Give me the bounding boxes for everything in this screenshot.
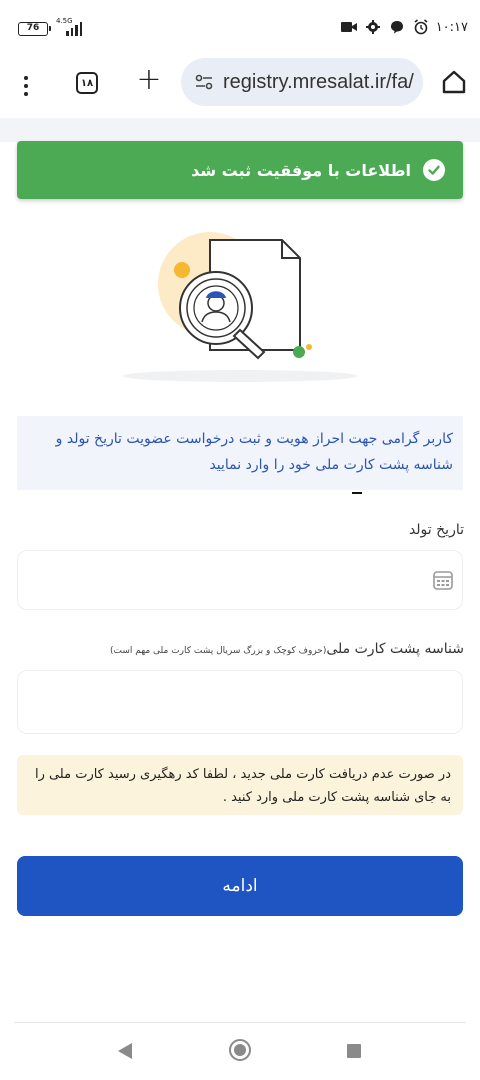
chat-icon (388, 18, 406, 36)
home-icon[interactable] (440, 68, 468, 96)
info-text: کاربر گرامی جهت احراز هویت و ثبت درخواست عضویت تاریخ تولد و شناسه پشت کارت ملی خود را وارد نمایید (55, 431, 453, 473)
system-nav-bar (0, 1036, 480, 1066)
recents-icon[interactable] (347, 1044, 361, 1058)
url-text: registry.mresalat.ir/fa/ (223, 70, 414, 93)
info-message (17, 416, 463, 490)
browser-toolbar (0, 56, 480, 116)
birth-date-label: تاریخ تولد (408, 522, 464, 538)
plus-icon[interactable]: + (136, 62, 162, 97)
calendar-icon[interactable] (432, 569, 454, 591)
home-circle-icon[interactable] (229, 1039, 251, 1061)
check-circle-icon (423, 159, 445, 181)
page-header-strip (0, 118, 480, 142)
battery-icon (18, 22, 48, 36)
toast-message: اطلاعات با موفقیت ثبت شد (191, 160, 411, 180)
more-icon[interactable] (20, 70, 32, 102)
clock: ۱۰:۱۷ (435, 19, 468, 35)
battery-level: 76 (26, 23, 40, 33)
identity-verification-illustration (118, 232, 362, 392)
network-type: 4.5G (56, 17, 73, 25)
birth-date-field[interactable] (17, 550, 463, 610)
card-serial-hint: (حروف کوچک و بزرگ سریال پشت کارت ملی مهم است) (109, 646, 327, 656)
card-serial-field[interactable] (17, 670, 463, 734)
card-serial-label: شناسه پشت کارت ملی(حروف کوچک و بزرگ سریال پشت کارت ملی مهم است) (109, 641, 464, 657)
alarm-icon (412, 18, 430, 36)
settings-icon (364, 18, 382, 36)
warning-text: در صورت عدم دریافت کارت ملی جدید ، لطفا کد رهگیری رسید کارت ملی را به جای شناسه پشت کارت ملی وارد کنید . (34, 767, 451, 805)
signal-icon (66, 20, 82, 36)
nav-divider (14, 1022, 466, 1023)
success-toast (17, 141, 463, 199)
tab-count: ۱۸ (80, 77, 94, 89)
address-bar[interactable] (181, 58, 423, 106)
status-bar (0, 0, 480, 56)
cursor-mark (352, 492, 362, 494)
back-icon[interactable] (118, 1043, 132, 1059)
video-icon (340, 18, 358, 36)
site-settings-icon[interactable] (193, 71, 215, 93)
tab-switcher-button[interactable] (76, 72, 98, 94)
continue-button[interactable]: ادامه (17, 856, 463, 916)
warning-message (17, 755, 463, 815)
